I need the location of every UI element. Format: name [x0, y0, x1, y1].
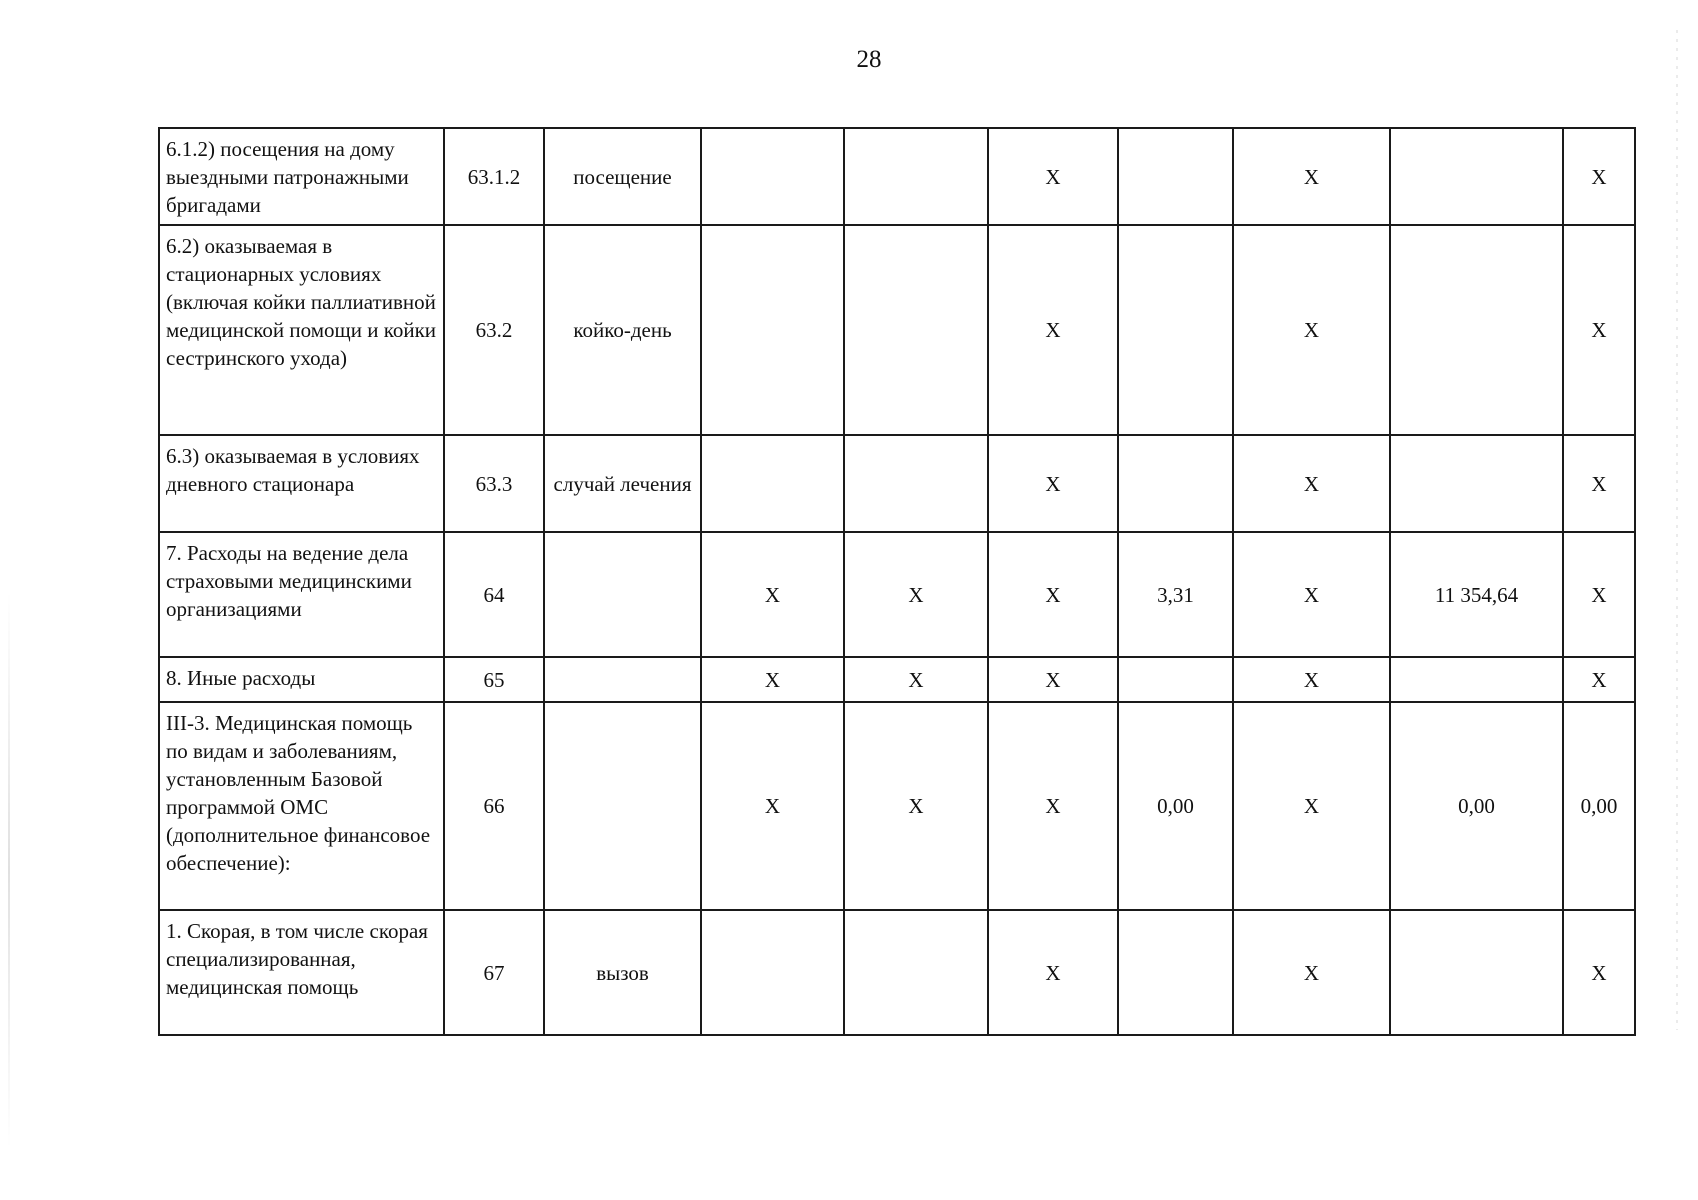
value-cell: 0,00	[1118, 702, 1233, 910]
unit-cell: вызов	[544, 910, 701, 1035]
value-cell: Х	[988, 225, 1118, 435]
table-row	[159, 702, 1635, 910]
value-cell	[1118, 657, 1233, 702]
value-cell: Х	[701, 657, 844, 702]
value-cell: Х	[1563, 657, 1635, 702]
table-row	[159, 532, 1635, 657]
value-cell: Х	[1563, 435, 1635, 532]
value-cell	[701, 435, 844, 532]
value-cell	[1118, 910, 1233, 1035]
value-cell: Х	[844, 532, 988, 657]
row-label: 1. Скорая, в том числе скорая специализированная, медицинская помощь	[159, 910, 444, 1035]
unit-cell: посещение	[544, 128, 701, 225]
value-cell: Х	[701, 702, 844, 910]
table-row	[159, 910, 1635, 1035]
value-cell: Х	[1233, 225, 1390, 435]
row-label: 6.3) оказываемая в условиях дневного стационара	[159, 435, 444, 532]
value-cell: Х	[1233, 532, 1390, 657]
value-cell: Х	[844, 702, 988, 910]
row-label: III-3. Медицинская помощь по видам и заболеваниям, установленным Базовой программой ОМС (дополнительное финансовое обеспечение):	[159, 702, 444, 910]
row-code: 66	[444, 702, 544, 910]
value-cell	[844, 435, 988, 532]
value-cell	[1390, 225, 1563, 435]
value-cell: Х	[1563, 532, 1635, 657]
row-code: 63.1.2	[444, 128, 544, 225]
value-cell: Х	[1563, 225, 1635, 435]
value-cell: 0,00	[1390, 702, 1563, 910]
financing-table	[158, 127, 1636, 1036]
page-number: 28	[856, 46, 882, 73]
value-cell: Х	[988, 532, 1118, 657]
row-label: 7. Расходы на ведение дела страховыми медицинскими организациями	[159, 532, 444, 657]
value-cell: Х	[988, 128, 1118, 225]
value-cell: Х	[701, 532, 844, 657]
value-cell: Х	[988, 657, 1118, 702]
value-cell: Х	[844, 657, 988, 702]
table-row	[159, 657, 1635, 702]
value-cell	[701, 225, 844, 435]
table-row	[159, 435, 1635, 532]
value-cell	[1390, 910, 1563, 1035]
value-cell	[701, 910, 844, 1035]
value-cell	[1390, 128, 1563, 225]
value-cell	[844, 128, 988, 225]
row-label: 6.2) оказываемая в стационарных условиях (включая койки паллиативной медицинской помощи и койки сестринского ухода)	[159, 225, 444, 435]
unit-cell	[544, 702, 701, 910]
row-code: 67	[444, 910, 544, 1035]
value-cell: Х	[1233, 128, 1390, 225]
scan-edge-noise	[1676, 30, 1678, 1030]
value-cell	[1390, 435, 1563, 532]
value-cell: Х	[1563, 128, 1635, 225]
value-cell	[1118, 435, 1233, 532]
unit-cell	[544, 657, 701, 702]
value-cell: Х	[1563, 910, 1635, 1035]
value-cell	[844, 910, 988, 1035]
unit-cell: случай лечения	[544, 435, 701, 532]
value-cell: Х	[1233, 435, 1390, 532]
row-label: 6.1.2) посещения на дому выездными патронажными бригадами	[159, 128, 444, 225]
table-row	[159, 128, 1635, 225]
value-cell	[1118, 128, 1233, 225]
row-label: 8. Иные расходы	[159, 657, 444, 702]
row-code: 64	[444, 532, 544, 657]
value-cell	[1390, 657, 1563, 702]
row-code: 63.2	[444, 225, 544, 435]
value-cell	[701, 128, 844, 225]
value-cell	[1118, 225, 1233, 435]
value-cell: 3,31	[1118, 532, 1233, 657]
value-cell: Х	[1233, 702, 1390, 910]
unit-cell: койко-день	[544, 225, 701, 435]
row-code: 63.3	[444, 435, 544, 532]
row-code: 65	[444, 657, 544, 702]
unit-cell	[544, 532, 701, 657]
table-row	[159, 225, 1635, 435]
value-cell: Х	[988, 702, 1118, 910]
value-cell: 11 354,64	[1390, 532, 1563, 657]
value-cell: 0,00	[1563, 702, 1635, 910]
value-cell	[844, 225, 988, 435]
value-cell: Х	[1233, 657, 1390, 702]
value-cell: Х	[988, 435, 1118, 532]
value-cell: Х	[988, 910, 1118, 1035]
value-cell: Х	[1233, 910, 1390, 1035]
scan-edge-shadow	[8, 590, 10, 1150]
